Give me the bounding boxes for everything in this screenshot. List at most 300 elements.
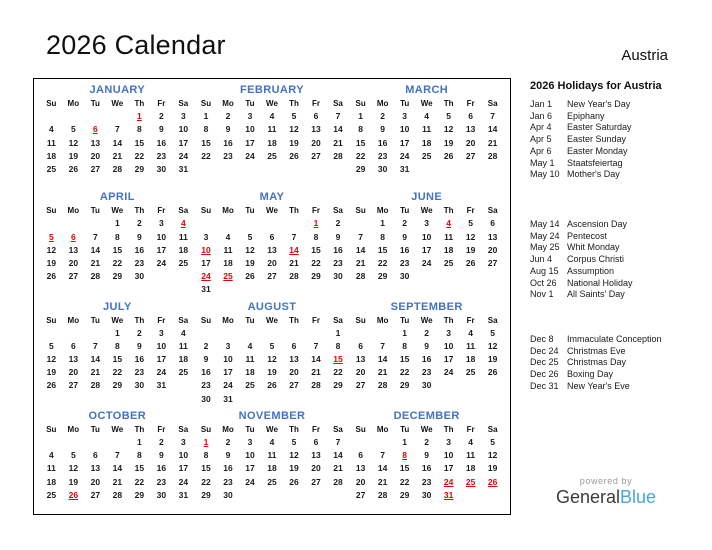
day-june-10: 10 xyxy=(421,231,432,242)
weekday-label: Mo xyxy=(222,206,234,216)
day-september-2: 2 xyxy=(424,327,430,338)
weekday-label: Tu xyxy=(400,424,410,434)
holiday-group-3 xyxy=(530,334,662,393)
month-days xyxy=(195,97,349,163)
holiday-row xyxy=(530,289,633,301)
day-october-1: 1 xyxy=(136,437,142,447)
weekday-label: We xyxy=(266,315,278,325)
day-september-20: 20 xyxy=(355,367,366,378)
weekday-label: Fr xyxy=(311,99,320,108)
weekday-label: Su xyxy=(200,206,212,216)
empty-cell xyxy=(195,217,217,230)
day-february-16: 16 xyxy=(223,137,233,148)
day-april-25: 25 xyxy=(178,257,189,268)
day-january-2: 2 xyxy=(158,111,164,122)
holiday-name: Ascension Day xyxy=(567,219,628,229)
day-august-30: 30 xyxy=(201,393,211,404)
day-january-26: 26 xyxy=(68,163,79,174)
empty-cell xyxy=(305,327,327,340)
day-september-8: 8 xyxy=(402,340,408,351)
holiday-row xyxy=(530,266,633,278)
day-october-26: 26 xyxy=(68,489,79,500)
holiday-row xyxy=(530,357,662,369)
day-june-19: 19 xyxy=(465,244,476,255)
day-november-25: 25 xyxy=(267,476,277,487)
day-december-21: 21 xyxy=(377,476,388,487)
day-july-9: 9 xyxy=(136,340,142,351)
day-december-4: 4 xyxy=(468,437,474,447)
day-august-19: 19 xyxy=(267,367,277,378)
holiday-row xyxy=(530,146,632,158)
day-september-25: 25 xyxy=(465,367,476,378)
day-september-15: 15 xyxy=(399,354,410,365)
day-march-19: 19 xyxy=(443,137,454,148)
day-september-4: 4 xyxy=(468,327,474,338)
day-august-20: 20 xyxy=(289,367,299,378)
day-september-14: 14 xyxy=(377,354,388,365)
day-may-17: 17 xyxy=(201,257,211,268)
powered-by-label: powered by xyxy=(579,476,633,486)
holiday-date: Jun 4 xyxy=(530,254,553,265)
day-november-4: 4 xyxy=(269,437,275,447)
day-july-31: 31 xyxy=(156,380,167,391)
day-may-27: 27 xyxy=(267,271,277,282)
day-june-22: 22 xyxy=(377,257,388,268)
day-august-21: 21 xyxy=(311,367,321,378)
day-february-25: 25 xyxy=(267,150,277,161)
day-october-22: 22 xyxy=(134,476,145,487)
holiday-row xyxy=(530,242,633,254)
day-march-27: 27 xyxy=(465,150,476,161)
weekday-label: Sa xyxy=(487,315,498,325)
day-may-19: 19 xyxy=(245,257,255,268)
day-june-13: 13 xyxy=(487,231,498,242)
day-january-22: 22 xyxy=(134,150,145,161)
holiday-name: Pentecost xyxy=(567,230,608,241)
month-days xyxy=(40,204,194,283)
day-august-10: 10 xyxy=(223,354,233,365)
holiday-date: Apr 4 xyxy=(530,122,552,133)
day-june-6: 6 xyxy=(490,218,496,229)
day-september-24: 24 xyxy=(443,367,454,378)
day-july-28: 28 xyxy=(90,380,101,391)
weekday-label: We xyxy=(111,424,124,434)
day-march-15: 15 xyxy=(355,137,366,148)
day-september-22: 22 xyxy=(399,367,410,378)
day-july-11: 11 xyxy=(178,340,188,351)
weekday-label: Fr xyxy=(466,424,475,434)
holiday-name: Staatsfeiertag xyxy=(567,157,623,168)
day-april-14: 14 xyxy=(90,244,101,255)
holiday-row xyxy=(530,134,632,146)
day-october-9: 9 xyxy=(158,450,164,461)
empty-cell xyxy=(84,436,106,449)
day-august-22: 22 xyxy=(333,367,343,378)
day-march-8: 8 xyxy=(358,124,364,135)
weekday-label: Fr xyxy=(466,206,475,216)
day-march-7: 7 xyxy=(490,111,496,122)
day-april-4: 4 xyxy=(180,218,186,229)
day-july-17: 17 xyxy=(156,354,167,365)
holiday-row xyxy=(530,254,633,266)
day-november-7: 7 xyxy=(335,437,341,447)
day-february-12: 12 xyxy=(289,124,299,135)
holiday-name: Epiphany xyxy=(567,110,605,121)
day-february-9: 9 xyxy=(225,124,231,135)
day-october-13: 13 xyxy=(90,463,101,474)
weekday-label: Th xyxy=(443,424,454,434)
day-october-17: 17 xyxy=(178,463,189,474)
month-september xyxy=(349,297,504,406)
day-november-18: 18 xyxy=(267,463,277,474)
day-august-14: 14 xyxy=(311,354,321,365)
day-august-9: 9 xyxy=(203,354,209,365)
holiday-name: Whit Monday xyxy=(567,242,620,253)
day-february-22: 22 xyxy=(201,150,211,161)
weekday-label: Sa xyxy=(487,206,498,216)
day-october-20: 20 xyxy=(90,476,101,487)
day-november-2: 2 xyxy=(225,437,231,447)
day-february-10: 10 xyxy=(245,124,255,135)
weekday-label: Su xyxy=(200,315,212,325)
day-august-11: 11 xyxy=(245,354,255,365)
holiday-date: Apr 5 xyxy=(530,134,552,145)
weekday-label: We xyxy=(420,206,433,216)
day-june-21: 21 xyxy=(355,257,366,268)
day-february-28: 28 xyxy=(333,150,343,161)
day-june-5: 5 xyxy=(468,218,474,229)
day-september-1: 1 xyxy=(402,327,408,338)
holiday-date: May 25 xyxy=(530,242,560,253)
day-june-14: 14 xyxy=(355,244,366,255)
day-february-21: 21 xyxy=(333,137,343,148)
holiday-row xyxy=(530,169,632,181)
month-days xyxy=(350,423,504,502)
day-december-11: 11 xyxy=(466,450,476,461)
holiday-name: Mother's Day xyxy=(567,169,620,180)
holidays-panel-title: 2026 Holidays for Austria xyxy=(530,80,662,92)
weekday-label: Fr xyxy=(311,206,320,216)
weekday-label: Tu xyxy=(90,99,100,108)
month-december xyxy=(349,406,504,513)
day-december-6: 6 xyxy=(358,450,364,461)
day-december-13: 13 xyxy=(355,463,366,474)
day-september-18: 18 xyxy=(465,354,476,365)
empty-cell xyxy=(261,327,283,340)
day-december-3: 3 xyxy=(446,437,452,447)
day-june-28: 28 xyxy=(355,271,366,282)
month-days xyxy=(195,423,349,502)
day-september-16: 16 xyxy=(421,354,432,365)
country-label: Austria xyxy=(621,47,668,64)
day-march-20: 20 xyxy=(465,137,476,148)
day-march-23: 23 xyxy=(377,150,388,161)
day-july-2: 2 xyxy=(136,327,142,338)
day-august-23: 23 xyxy=(201,380,211,391)
day-april-27: 27 xyxy=(68,271,79,282)
day-august-28: 28 xyxy=(311,380,321,391)
day-july-13: 13 xyxy=(68,354,79,365)
day-march-10: 10 xyxy=(399,124,410,135)
day-february-26: 26 xyxy=(289,150,299,161)
day-december-24: 24 xyxy=(443,476,454,487)
month-october xyxy=(40,406,195,513)
day-may-8: 8 xyxy=(313,231,319,242)
empty-cell xyxy=(350,217,372,230)
day-july-26: 26 xyxy=(46,380,57,391)
day-november-23: 23 xyxy=(223,476,233,487)
holiday-date: Apr 6 xyxy=(530,145,552,156)
day-july-23: 23 xyxy=(134,367,145,378)
day-september-6: 6 xyxy=(358,340,364,351)
day-march-4: 4 xyxy=(424,111,430,122)
day-october-30: 30 xyxy=(156,489,167,500)
weekday-label: Mo xyxy=(376,99,389,108)
day-september-19: 19 xyxy=(487,354,498,365)
day-april-5: 5 xyxy=(48,231,54,242)
empty-cell xyxy=(62,217,84,230)
day-january-17: 17 xyxy=(178,137,189,148)
holiday-date: Dec 8 xyxy=(530,334,554,344)
weekday-label: Mo xyxy=(376,206,389,216)
day-september-21: 21 xyxy=(377,367,388,378)
weekday-label: Su xyxy=(355,424,366,434)
day-february-15: 15 xyxy=(201,137,211,148)
weekday-label: Su xyxy=(200,99,212,108)
day-march-2: 2 xyxy=(380,111,386,122)
day-october-21: 21 xyxy=(112,476,123,487)
weekday-label: We xyxy=(111,206,124,216)
holiday-date: Jan 6 xyxy=(530,110,553,121)
empty-cell xyxy=(62,436,84,449)
day-may-7: 7 xyxy=(291,231,297,242)
day-february-3: 3 xyxy=(247,111,253,122)
day-july-5: 5 xyxy=(48,340,54,351)
day-march-24: 24 xyxy=(399,150,410,161)
month-title: OCTOBER xyxy=(88,409,147,422)
weekday-label: Sa xyxy=(487,99,498,108)
month-title: JANUARY xyxy=(89,84,146,96)
day-april-7: 7 xyxy=(92,231,98,242)
day-february-2: 2 xyxy=(225,111,231,122)
day-january-10: 10 xyxy=(178,124,189,135)
day-november-10: 10 xyxy=(245,450,255,461)
day-january-18: 18 xyxy=(46,150,57,161)
day-july-21: 21 xyxy=(90,367,101,378)
weekday-label: Tu xyxy=(245,99,255,108)
weekday-label: Su xyxy=(46,99,57,108)
empty-cell xyxy=(350,436,372,449)
day-may-14: 14 xyxy=(289,244,299,255)
day-may-2: 2 xyxy=(335,218,341,229)
day-december-1: 1 xyxy=(402,437,408,447)
day-december-27: 27 xyxy=(355,489,366,500)
generalblue-logo xyxy=(540,487,672,508)
empty-cell xyxy=(84,327,106,340)
holiday-name: Assumption xyxy=(567,265,615,276)
day-may-31: 31 xyxy=(201,284,211,295)
month-january xyxy=(40,80,195,187)
day-december-25: 25 xyxy=(465,476,476,487)
day-may-10: 10 xyxy=(201,244,211,255)
day-november-3: 3 xyxy=(247,437,253,447)
day-august-15: 15 xyxy=(333,354,343,365)
day-october-3: 3 xyxy=(180,437,186,447)
weekday-label: Sa xyxy=(487,424,498,434)
day-september-10: 10 xyxy=(443,340,454,351)
day-may-18: 18 xyxy=(223,257,233,268)
day-october-18: 18 xyxy=(46,476,57,487)
holiday-date: May 14 xyxy=(530,219,560,229)
weekday-label: Su xyxy=(200,424,212,434)
day-march-30: 30 xyxy=(377,163,388,174)
empty-cell xyxy=(283,327,305,340)
day-june-12: 12 xyxy=(465,231,476,242)
holiday-date: Dec 25 xyxy=(530,357,559,368)
weekday-label: Th xyxy=(289,206,299,216)
weekday-label: Th xyxy=(443,315,454,325)
holiday-row xyxy=(530,111,632,123)
day-july-8: 8 xyxy=(114,340,120,351)
holiday-row xyxy=(530,231,633,243)
day-june-2: 2 xyxy=(402,218,408,229)
day-march-5: 5 xyxy=(446,111,452,122)
weekday-label: Sa xyxy=(178,424,189,434)
day-may-13: 13 xyxy=(267,244,277,255)
day-december-28: 28 xyxy=(377,489,388,500)
day-january-24: 24 xyxy=(178,150,189,161)
day-december-5: 5 xyxy=(490,437,496,447)
day-december-12: 12 xyxy=(487,450,498,461)
day-august-17: 17 xyxy=(223,367,233,378)
day-april-8: 8 xyxy=(114,231,120,242)
day-october-24: 24 xyxy=(178,476,189,487)
day-september-23: 23 xyxy=(421,367,432,378)
empty-cell xyxy=(40,327,62,340)
day-june-4: 4 xyxy=(446,218,452,229)
day-april-12: 12 xyxy=(46,244,57,255)
day-november-26: 26 xyxy=(289,476,299,487)
day-december-23: 23 xyxy=(421,476,432,487)
holiday-name: Easter Sunday xyxy=(567,134,627,145)
day-april-20: 20 xyxy=(68,257,79,268)
weekday-label: Sa xyxy=(333,206,343,216)
day-november-11: 11 xyxy=(267,450,277,461)
day-september-11: 11 xyxy=(466,340,476,351)
day-march-22: 22 xyxy=(355,150,366,161)
day-august-31: 31 xyxy=(223,393,233,404)
weekday-label: Tu xyxy=(90,315,100,325)
empty-cell xyxy=(106,110,128,123)
holiday-date: May 1 xyxy=(530,157,555,168)
day-january-1: 1 xyxy=(136,111,142,122)
empty-cell xyxy=(372,327,394,340)
day-september-13: 13 xyxy=(355,354,366,365)
day-october-4: 4 xyxy=(48,450,54,461)
day-november-22: 22 xyxy=(201,476,211,487)
day-december-31: 31 xyxy=(443,489,454,500)
day-june-29: 29 xyxy=(377,271,388,282)
day-may-21: 21 xyxy=(289,257,299,268)
day-november-12: 12 xyxy=(289,450,299,461)
holiday-row xyxy=(530,369,662,381)
holiday-name: National Holiday xyxy=(567,277,633,288)
day-january-12: 12 xyxy=(68,137,79,148)
holiday-name: Christmas Day xyxy=(567,357,627,368)
day-april-22: 22 xyxy=(112,257,123,268)
weekday-label: Mo xyxy=(222,315,234,325)
weekday-label: Tu xyxy=(245,206,255,216)
weekday-label: Fr xyxy=(466,315,475,325)
day-january-4: 4 xyxy=(48,124,54,135)
day-march-14: 14 xyxy=(487,124,498,135)
holiday-name: Corpus Christi xyxy=(567,254,625,265)
day-august-5: 5 xyxy=(269,340,275,351)
day-october-14: 14 xyxy=(112,463,123,474)
day-february-8: 8 xyxy=(203,124,209,135)
day-january-31: 31 xyxy=(178,163,189,174)
month-days xyxy=(40,97,194,176)
weekday-label: We xyxy=(111,99,124,108)
day-january-15: 15 xyxy=(134,137,145,148)
empty-cell xyxy=(283,217,305,230)
month-days xyxy=(350,204,504,283)
weekday-label: Th xyxy=(134,99,145,108)
day-february-20: 20 xyxy=(311,137,321,148)
day-july-30: 30 xyxy=(134,380,145,391)
weekday-label: Fr xyxy=(157,206,166,216)
holiday-name: Boxing Day xyxy=(567,369,614,380)
day-march-18: 18 xyxy=(421,137,432,148)
day-february-24: 24 xyxy=(245,150,255,161)
day-december-16: 16 xyxy=(421,463,432,474)
day-september-5: 5 xyxy=(490,327,496,338)
weekday-label: Sa xyxy=(333,424,343,434)
day-january-25: 25 xyxy=(46,163,57,174)
day-october-2: 2 xyxy=(158,437,164,447)
weekday-label: Mo xyxy=(67,424,80,434)
day-january-27: 27 xyxy=(90,163,101,174)
day-march-21: 21 xyxy=(487,137,498,148)
day-april-30: 30 xyxy=(134,271,145,282)
weekday-label: Tu xyxy=(245,424,255,434)
day-november-30: 30 xyxy=(223,489,233,500)
day-february-7: 7 xyxy=(335,111,341,122)
day-august-26: 26 xyxy=(267,380,277,391)
day-july-6: 6 xyxy=(70,340,76,351)
day-july-3: 3 xyxy=(158,327,164,338)
holiday-date: Nov 1 xyxy=(530,289,554,300)
month-title: AUGUST xyxy=(247,300,297,313)
day-july-24: 24 xyxy=(156,367,167,378)
logo-text-blue: Blue xyxy=(620,487,657,507)
weekday-label: We xyxy=(420,315,433,325)
day-march-28: 28 xyxy=(487,150,498,161)
day-december-10: 10 xyxy=(443,450,454,461)
day-june-15: 15 xyxy=(377,244,388,255)
day-june-25: 25 xyxy=(443,257,454,268)
day-november-24: 24 xyxy=(245,476,255,487)
day-october-8: 8 xyxy=(136,450,142,461)
day-november-17: 17 xyxy=(245,463,255,474)
holiday-name: New Year's Eve xyxy=(567,380,630,391)
day-may-30: 30 xyxy=(333,271,343,282)
empty-cell xyxy=(239,327,261,340)
empty-cell xyxy=(106,436,128,449)
day-july-4: 4 xyxy=(180,327,186,338)
empty-cell xyxy=(239,217,261,230)
day-october-12: 12 xyxy=(68,463,79,474)
